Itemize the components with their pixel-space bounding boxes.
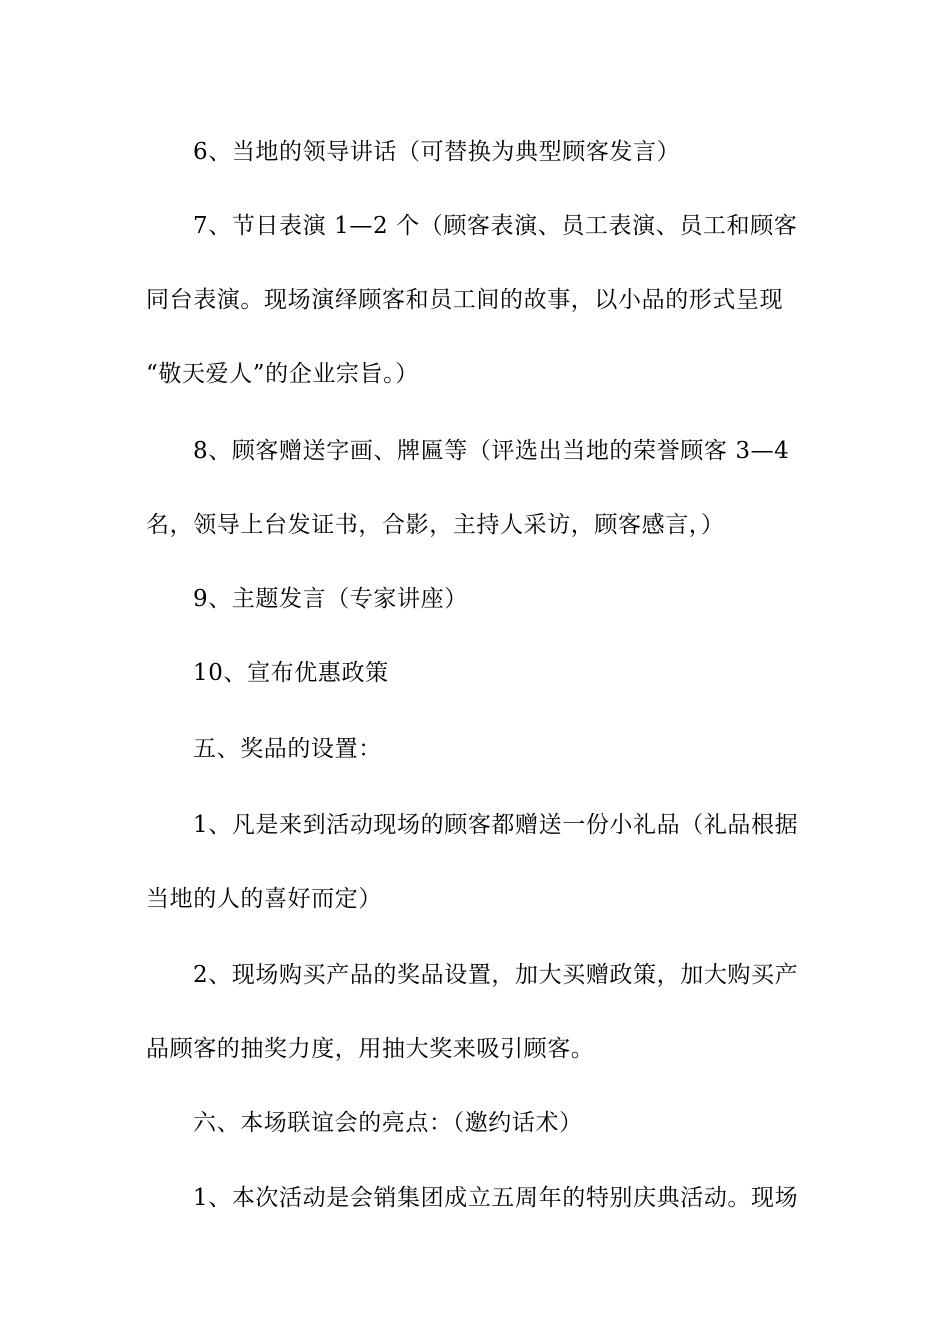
text-line: 名，领导上台发证书，合影，主持人采访，顾客感言，）: [146, 512, 725, 538]
text-line: 7、节日表演 1—2 个（顾客表演、员工表演、员工和顾客: [193, 213, 798, 239]
text-line: 6、当地的领导讲话（可替换为典型顾客发言）: [193, 139, 681, 165]
text-line: 2、现场购买产品的奖品设置，加大买赠政策，加大购买产: [193, 962, 799, 988]
text-line: 9、主题发言（专家讲座）: [193, 586, 468, 612]
text-line: 1、凡是来到活动现场的顾客都赠送一份小礼品（礼品根据: [193, 812, 799, 838]
text-line: “敬天爱人”的企业宗旨。）: [146, 361, 419, 387]
section-heading: 六、本场联谊会的亮点：（邀约话术）: [193, 1110, 583, 1136]
section-heading: 五、奖品的设置：: [193, 736, 382, 762]
text-line: 8、顾客赠送字画、牌匾等（评选出当地的荣誉顾客 3—4: [193, 438, 790, 464]
text-line: 品顾客的抽奖力度，用抽大奖来吸引顾客。: [146, 1036, 595, 1062]
text-line: 同台表演。现场演绎顾客和员工间的故事，以小品的形式呈现: [146, 287, 784, 313]
text-line: 1、本次活动是会销集团成立五周年的特别庆典活动。现场: [193, 1185, 799, 1211]
text-line: 当地的人的喜好而定）: [146, 886, 382, 912]
text-line: 10、宣布优惠政策: [193, 660, 389, 686]
